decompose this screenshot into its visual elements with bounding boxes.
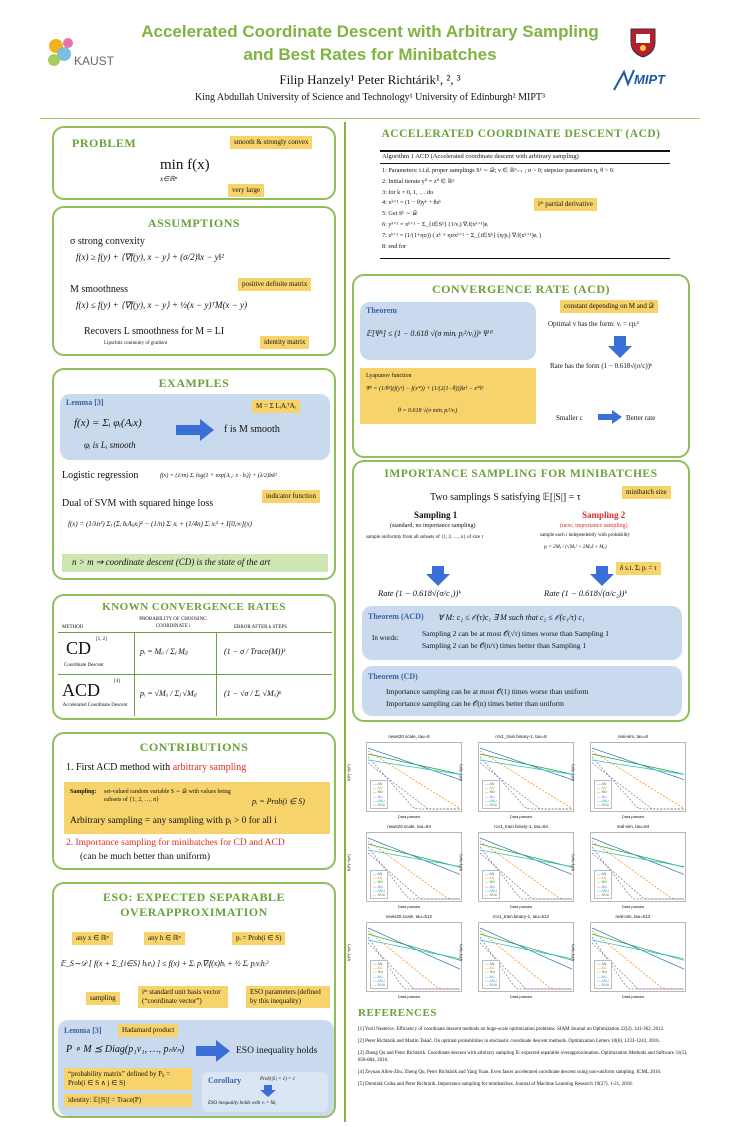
assumptions-panel: [52, 206, 336, 356]
sampling-def-box: [64, 782, 330, 834]
note-prob-matrix: “probability matrix” defined by Pᵢⱼ = Prob(i ∈ S ∧ j ∈ S): [64, 1068, 192, 1090]
sampling-label: Sampling:: [70, 789, 97, 795]
eso-formula: 𝔼_S∼𝒟 [ f(x + Σ_{i∈S} hᵢeᵢ) ] ≤ f(x) + Σᵢ pᵢ∇ᵢf(x)hᵢ + ½ Σᵢ pᵢvᵢhᵢ²: [60, 959, 269, 968]
examples-panel: [52, 368, 336, 580]
arrow-down-icon: [260, 1085, 276, 1097]
crest-icon: [628, 26, 658, 58]
legend-entry: — ANU: [485, 978, 497, 983]
legend-entry: — NNU: [485, 983, 498, 988]
algorithm-box: [380, 150, 670, 260]
note-smooth: smooth & strongly convex: [230, 136, 312, 149]
theorem-acd-box: [362, 606, 682, 660]
note-delta: δ s.t. Σᵢ pᵢ = τ: [616, 562, 661, 575]
plot-legend: [370, 960, 388, 989]
legend-entry: — NN: [373, 970, 383, 975]
smaller-c: Smaller c: [556, 414, 583, 422]
lemma-formula: f(x) = Σᵢ φᵢ(Aᵢx): [74, 417, 142, 429]
m-formula: f(x) ≤ f(y) + ⟨∇f(y), x − y⟩ + ½(x − y)ᵀM(x − y): [76, 300, 247, 310]
note-m-sum: M = Σ LᵢAᵢᵀAᵢ: [252, 400, 300, 413]
rate-1: Rate (1 − 0.618√(σ/c₁))ᵏ: [378, 588, 461, 598]
s2-formula: pᵢ = 2Mᵢᵢ / (√Mᵢᵢ² + 2Mᵢᵢδ + Mᵢᵢ): [544, 545, 607, 550]
reference-item: [1] Yurii Nesterov. Efficiency of coordinate descent methods on huge-scale optimization problems. SIAM Journal on Optimization 22(2), 341-362, 2012.: [358, 1027, 665, 1032]
rates-panel: [52, 594, 336, 720]
references-title: REFERENCES: [358, 1007, 437, 1019]
convergence-plot: [457, 914, 576, 1002]
legend-entry: — ANU: [373, 888, 385, 893]
plot-legend: [370, 870, 388, 899]
algo-line: 8: end for: [382, 242, 407, 250]
legend-entry: — NU: [597, 974, 607, 979]
plot-ylabel: f(xᵏ)−f(x*): [569, 854, 575, 871]
cd-words-2: Importance sampling can be 𝒪(n) times better than uniform: [386, 699, 565, 708]
lyapunov-box: [360, 368, 536, 424]
contrib-item-2-sub: (can be much better than uniform): [80, 852, 211, 862]
legend-entry: — NNU: [597, 983, 610, 988]
note-any-x: any x ∈ ℝⁿ: [72, 932, 113, 945]
legend-entry: — NU: [597, 794, 607, 799]
cd-ref: [1, 2]: [96, 637, 107, 642]
sc-formula: f(x) ≥ f(y) + ⟨∇f(y), x − y⟩ + (σ/2)‖x − y‖²: [76, 252, 224, 262]
kaust-logo: [40, 32, 120, 76]
legend-entry: — NNU: [373, 893, 386, 898]
arrow-right-icon: [196, 1040, 230, 1062]
acd-error: (1 − √σ / Σᵢ √Mᵢᵢ)ᵏ: [224, 689, 282, 698]
acd-prob: pᵢ = √Mᵢᵢ / Σⱼ √Mⱼⱼ: [140, 689, 197, 698]
sc-label: σ strong convexity: [70, 236, 145, 247]
col-method: METHOD: [62, 625, 84, 630]
legend-entry: — NN: [597, 880, 607, 885]
legend-entry: — NN: [485, 970, 495, 975]
rate-form: Rate has the form (1 − 0.618√(σ/c))ᵏ: [550, 362, 653, 370]
plot-legend: [594, 870, 612, 899]
cd-sub: Coordinate Descent: [64, 663, 104, 668]
plot-title: rcv1_train.binary-1, tau=512: [492, 914, 550, 919]
cd-name: CD: [66, 638, 92, 658]
plot-xlabel: Data passes: [621, 814, 645, 819]
authors: Filip Hanzely¹ Peter Richtárik¹, ², ³: [279, 72, 461, 87]
title-line-1: Accelerated Coordinate Descent with Arbitrary Sampling: [141, 22, 599, 41]
note-pi: pᵢ = Prob(i ∈ S): [232, 932, 285, 945]
s1-desc: sample uniformly from all subsets of {1, 2, …, n} of size τ: [366, 535, 484, 540]
plot-ylabel: f(xᵏ)−f(x*): [345, 854, 351, 871]
legend-entry: — ANU: [597, 888, 609, 893]
note-partial: iᵗʰ partial derivative: [534, 198, 597, 211]
rates-col-rule-2: [216, 632, 217, 716]
legend-entry: — AN: [373, 872, 383, 876]
theta-value: θ = 0.618 √(σ minᵢ pᵢ²/vᵢ): [398, 408, 458, 414]
plot-ylabel: f(xᵏ)−f(x*): [345, 764, 351, 781]
legend-entry: — AN: [485, 782, 495, 786]
legend-entry: — NNU: [485, 893, 498, 898]
plot-title: real-sim, tau=64: [616, 824, 650, 829]
acd-sub: Accelerated Coordinate Descent: [62, 703, 128, 708]
state-of-art-box: [62, 554, 328, 572]
arrow-down-icon: [608, 336, 632, 358]
edinburgh-crest: [628, 26, 658, 58]
legend-entry: — AN: [373, 962, 383, 966]
legend-entry: — AN: [485, 872, 495, 876]
contrib-item-1: [66, 762, 246, 773]
legend-entry: — ANU: [485, 798, 497, 803]
plot-ylabel: f(xᵏ)−f(x*): [345, 944, 351, 961]
contributions-title-text: CONTRIBUTIONS: [139, 740, 249, 754]
plot-legend: [482, 870, 500, 899]
rate-2: Rate (1 − 0.618√(σ/c₂))ᵏ: [544, 588, 627, 598]
plot-xlabel: Data passes: [509, 994, 533, 999]
legend-entry: — AU: [485, 876, 495, 881]
rates-title: KNOWN CONVERGENCE RATES: [102, 601, 286, 613]
eso-lemma-box: [58, 1020, 334, 1116]
contrib-item-2: 2. Importance sampling for minibatches for CD and ACD: [66, 838, 285, 848]
algo-line: 5: Get Sᵏ ∼ 𝒟: [382, 210, 418, 218]
legend-entry: — NNU: [373, 983, 386, 988]
algo-line: 7: zᵏ⁺¹ = (1/(1+ησ)) ( zᵏ + ησxᵏ⁺¹ − Σ_{i∈Sᵏ} (η/pᵢ) ∇ᵢf(xᵏ⁺¹)eᵢ ): [382, 231, 542, 239]
plot-title: rcv1_train.binary-1, tau=64: [494, 824, 548, 829]
importance-subtitle: Two samplings S satisfying 𝔼[|S|] = τ: [430, 492, 581, 503]
cd-words-1: Importance sampling can be at most 𝒪(1) times worse than uniform: [386, 687, 589, 696]
mipt-logo: [612, 66, 682, 96]
algo-line: 2: Initial iterate y⁰ = z⁰ ∈ ℝⁿ: [382, 177, 455, 185]
corollary-result: ESO inequality holds with vᵢ = Mᵢᵢ: [208, 1101, 277, 1106]
plot-title: rcv1_train.binary-1, tau=8: [495, 734, 547, 739]
legend-entry: — AU: [373, 876, 383, 881]
arrow-right-icon: [176, 418, 216, 442]
plot-title: news20.scale, tau=64: [387, 824, 431, 829]
svm-formula: f(x) = (1/λn²) Σⱼ (Σᵢ bᵢAⱼᵢxᵢ)² − (1/n) Σᵢ xᵢ + (1/4n) Σᵢ xᵢ² + I[0,∞](x): [68, 520, 252, 528]
s2-desc: sample each i independently with probability: [540, 533, 631, 538]
lemma-sub: φᵢ is Lᵢ smooth: [84, 440, 136, 450]
note-constant: constant depending on M and 𝒟: [560, 300, 658, 313]
algo-line: 3: for k = 0, 1, … do: [382, 188, 434, 196]
plot-xlabel: Data passes: [397, 994, 421, 999]
theorem-acd-formula: ∀ M: c₂ ≤ 𝒪(τ)c₁ ∃ M such that c₂ ≤ 𝒪(c₁/τ) c₁: [438, 613, 585, 622]
recovers: Recovers L smoothness for M = LI: [84, 326, 225, 337]
legend-entry: — AN: [485, 962, 495, 966]
rates-header-rule: [58, 632, 332, 633]
convergence-plot: [345, 824, 464, 912]
plot-ylabel: f(xᵏ)−f(x*): [569, 764, 575, 781]
lyapunov-formula: Ψᵏ = (1/θ²)(f(yᵏ) − f(x*)) + (1/(2(1−θ)))‖zᵏ − x*‖²: [366, 386, 484, 392]
rates-col-rule-1: [134, 632, 135, 716]
legend-entry: — NU: [485, 794, 495, 799]
col-error: ERROR AFTER k STEPS: [234, 625, 287, 630]
plot-ylabel: f(xᵏ)−f(x*): [569, 944, 575, 961]
importance-title: IMPORTANCE SAMPLING FOR MINIBATCHES: [384, 468, 658, 480]
acd-title: ACCELERATED COORDINATE DESCENT (ACD): [381, 128, 661, 140]
plot-xlabel: Data passes: [397, 814, 421, 819]
examples-title: EXAMPLES: [158, 376, 230, 390]
legend-entry: — ANU: [373, 978, 385, 983]
legend-entry: — AU: [485, 786, 495, 791]
legend-entry: — AU: [373, 786, 383, 791]
legend-entry: — AN: [597, 962, 607, 966]
arrow-down-icon: [590, 566, 614, 586]
plot-ylabel: f(xᵏ)−f(x*): [457, 764, 463, 781]
eso-lemma-label: Lemma [3]: [64, 1026, 102, 1035]
logistic-formula: f(x) = (1/m) Σᵢ log(1 + exp(Aᵢ,: x · bᵢ)) + (λ/2)‖x‖²: [160, 473, 277, 479]
algo-title: Algorithm 1 ACD (Accelerated coordinate descent with arbitrary sampling): [382, 153, 579, 160]
m-label: M smoothness: [70, 284, 129, 295]
poster-title: [120, 20, 620, 66]
plot-title: news20.scale, tau=8: [388, 734, 430, 739]
lemma-label: Lemma [3]: [66, 398, 104, 407]
legend-entry: — AN: [373, 782, 383, 786]
legend-entry: — AN: [597, 872, 607, 876]
legend-entry: — NN: [485, 880, 495, 885]
contributions-title: [54, 740, 334, 755]
problem-domain: x∈ℝⁿ: [160, 175, 177, 183]
convergence-plot: [457, 824, 576, 912]
cd-prob: pᵢ = Mᵢᵢ / Σⱼ Mⱼⱼ: [140, 647, 188, 656]
importance-panel: [352, 460, 690, 722]
corollary-box: [202, 1072, 328, 1112]
eso-panel: [52, 882, 336, 1118]
legend-entry: — NN: [373, 880, 383, 885]
algo-mid-rule: [380, 163, 670, 164]
acd-section: [352, 126, 690, 264]
kaust-logo-text: KAUST: [74, 54, 115, 68]
legend-entry: — NNU: [597, 893, 610, 898]
note-sampling: sampling: [86, 992, 120, 1005]
plot-title: real-sim, tau=512: [615, 914, 651, 919]
lemma-box: [60, 394, 330, 460]
algo-top-rule: [380, 150, 670, 152]
assumptions-title: ASSUMPTIONS: [147, 216, 241, 230]
title-block: [120, 20, 620, 103]
note-very-large: very large: [228, 184, 264, 197]
legend-entry: — NN: [485, 790, 495, 795]
legend-entry: — ANU: [373, 798, 385, 803]
note-minibatch: minibatch size: [622, 486, 671, 499]
note-identity: identity matrix: [260, 336, 309, 349]
convergence-plot: [457, 734, 576, 822]
plot-legend: [594, 780, 612, 809]
convergence-plot: [345, 914, 464, 1002]
column-divider: [344, 122, 346, 1122]
convergence-plot: [345, 734, 464, 822]
plot-xlabel: Data passes: [621, 994, 645, 999]
arrow-right-icon: [598, 410, 622, 424]
acd-ref: [4]: [114, 679, 120, 684]
words-2: Sampling 2 can be 𝒪(n/τ) times better than Sampling 1: [422, 641, 587, 650]
note-indicator: indicator function: [262, 490, 320, 503]
legend-entry: — NNU: [485, 803, 498, 808]
optimal-v: Optimal v has the form: vᵢ = cpᵢ²: [548, 320, 639, 328]
legend-entry: — AU: [373, 966, 383, 971]
legend-entry: — NU: [373, 974, 383, 979]
eso-title-2: OVERAPPROXIMATION: [120, 905, 268, 919]
problem-formula: min f(x): [160, 157, 210, 173]
plot-legend: [594, 960, 612, 989]
words-1: Sampling 2 can be at most 𝒪(√τ) times worse than Sampling 1: [422, 629, 610, 638]
legend-entry: — AU: [597, 786, 607, 791]
legend-entry: — NU: [485, 884, 495, 889]
arrow-down-icon: [426, 566, 450, 586]
plots-grid: [345, 734, 690, 1004]
convergence-plot: [569, 734, 688, 822]
contrib-item-1-prefix: 1. First ACD method with: [66, 762, 173, 773]
logistic-label: Logistic regression: [62, 470, 139, 481]
s2-sub: (new; importance sampling): [560, 523, 628, 529]
plot-xlabel: Data passes: [621, 904, 645, 909]
problem-title: PROBLEM: [72, 136, 137, 150]
convergence-title: CONVERGENCE RATE (ACD): [431, 282, 611, 296]
s2-title: Sampling 2: [582, 510, 626, 520]
theorem-acd-label: Theorem (ACD): [368, 612, 424, 621]
eso-lemma-formula: P ∘ M ⪯ Diag(p₁v₁, …, pₙvₙ): [66, 1044, 185, 1055]
reference-item: [5] Dominik Csiba and Peter Richtárik. Importance sampling for minibatches. Journal of Machine Learning Research 19(27), 1-21, 2018.: [358, 1082, 633, 1087]
algo-line: 1: Parameters: i.i.d. proper samplings Sᵏ ∼ 𝒟; v ∈ ℝⁿ₊₊ ; σ > 0; stepsize parameters η, θ > 0.: [382, 167, 615, 174]
arbitrary-sampling: Arbitrary sampling = any sampling with pᵢ > 0 for all i: [70, 816, 277, 826]
sampling-def: set-valued random variable S ∼ 𝒟 with values being subsets of {1, 2, …, n}: [104, 789, 231, 803]
eso-title: [54, 890, 334, 920]
theorem-label: Theorem: [366, 306, 397, 315]
references-section: [356, 1008, 690, 1122]
lemma-result: f is M smooth: [224, 424, 280, 435]
contrib-item-1-red: arbitrary sampling: [172, 762, 247, 773]
legend-entry: — NNU: [597, 803, 610, 808]
note-hadamard: Hadamard product: [118, 1024, 178, 1037]
note-any-h: any h ∈ ℝⁿ: [144, 932, 185, 945]
legend-entry: — AU: [485, 966, 495, 971]
note-identity-trace: identity: 𝔼[|S|] = Trace(P): [64, 1094, 192, 1107]
legend-entry: — NU: [373, 884, 383, 889]
plot-legend: [482, 780, 500, 809]
eso-title-1: ESO: EXPECTED SEPARABLE: [103, 890, 285, 904]
s1-title: Sampling 1: [414, 510, 458, 520]
theorem-box: [360, 302, 536, 360]
cd-error: (1 − σ / Trace(M))ᵏ: [224, 647, 286, 656]
contributions-panel: [52, 732, 336, 870]
reference-item: [3] Zheng Qu and Peter Richtárik. Coordinate descent with arbitrary sampling II: expected separable overapproximation. Optimization Methods and Software 31(5), 858-884, 2016.: [358, 1051, 688, 1063]
ref-list: [358, 1026, 688, 1093]
acd-name: ACD: [62, 680, 101, 700]
plot-xlabel: Data passes: [509, 904, 533, 909]
s1-sub: (standard; no importance sampling): [390, 523, 476, 529]
legend-entry: — AU: [597, 966, 607, 971]
plot-title: news20.scale, tau=512: [385, 914, 433, 919]
affiliations: King Abdullah University of Science and Technology¹ University of Edinburgh² MIPT³: [194, 92, 546, 103]
corollary-cond: Prob(|S| = 1) = 1: [260, 1077, 296, 1082]
algo-line: 4: xᵏ⁺¹ = (1 − θ)yᵏ + θzᵏ: [382, 199, 442, 207]
rates-row-rule: [58, 674, 332, 675]
title-line-2: and Best Rates for Minibatches: [243, 45, 497, 64]
legend-entry: — NN: [597, 970, 607, 975]
header-rule: [40, 118, 700, 119]
legend-entry: — NN: [373, 790, 383, 795]
theorem-formula: 𝔼[Ψᵏ] ≤ (1 − 0.618 √(σ minᵢ pᵢ²/vᵢ))ᵏ Ψ⁰: [366, 329, 492, 338]
state-of-art: n > m ⇒ coordinate descent (CD) is the state of the art: [72, 557, 271, 567]
problem-panel: [52, 126, 336, 200]
in-words: In words:: [372, 634, 399, 642]
legend-entry: — ANU: [485, 888, 497, 893]
legend-entry: — NN: [597, 790, 607, 795]
note-eso-param: ESO parameters (defined by this inequality): [246, 986, 330, 1008]
legend-entry: — AU: [597, 876, 607, 881]
eso-holds: ESO inequality holds: [236, 1046, 318, 1056]
recovers-sub: Lipschitz continuity of gradient: [104, 341, 168, 346]
plot-xlabel: Data passes: [509, 814, 533, 819]
mipt-logo-text: MIPT: [634, 72, 666, 87]
reference-item: [4] Zeyuan Allen-Zhu, Zheng Qu, Peter Richtárik and Yang Yuan. Even faster accelerated coordinate descent using non-uniform sampling. ICML 2016.: [358, 1070, 662, 1075]
legend-entry: — NNU: [373, 803, 386, 808]
convergence-plot: [569, 824, 688, 912]
algo-lines: [382, 166, 668, 252]
note-basis: iᵗʰ standard unit basis vector (“coordinate vector”): [138, 986, 228, 1008]
theorem-cd-label: Theorem (CD): [368, 672, 418, 681]
col-prob: PROBABILITY OF CHOOSING COORDINATE i: [139, 617, 207, 629]
legend-entry: — NU: [597, 884, 607, 889]
plot-xlabel: Data passes: [397, 904, 421, 909]
better-rate: Better rate: [626, 414, 656, 422]
reference-item: [2] Peter Richtárik and Martin Takáč. On optimal probabilities in stochastic coordinate descent methods. Optimization Letters 10(6), 1233-1243, 2016.: [358, 1039, 660, 1044]
legend-entry: — ANU: [597, 798, 609, 803]
sampling-prob: pᵢ = Prob(i ∈ S): [252, 797, 305, 806]
legend-entry: — ANU: [597, 978, 609, 983]
plot-legend: [482, 960, 500, 989]
plot-legend: [370, 780, 388, 809]
plot-ylabel: f(xᵏ)−f(x*): [457, 944, 463, 961]
legend-entry: — NU: [485, 974, 495, 979]
corollary-label: Corollary: [208, 1076, 242, 1085]
legend-entry: — AN: [597, 782, 607, 786]
note-pd: positive definite matrix: [238, 278, 311, 291]
legend-entry: — NU: [373, 794, 383, 799]
convergence-plot: [569, 914, 688, 1002]
lyapunov-label: Lyapunov function: [366, 373, 412, 379]
svm-label: Dual of SVM with squared hinge loss: [62, 498, 214, 509]
plot-ylabel: f(xᵏ)−f(x*): [457, 854, 463, 871]
convergence-panel: [352, 274, 690, 458]
algo-bottom-rule: [380, 258, 670, 259]
plot-title: real-sim, tau=8: [618, 734, 648, 739]
algo-line: 6: yᵏ⁺¹ = xᵏ⁺¹ − Σ_{i∈Sᵏ} (1/vᵢ) ∇ᵢf(xᵏ⁺¹)eᵢ: [382, 220, 489, 228]
theorem-cd-box: [362, 666, 682, 716]
